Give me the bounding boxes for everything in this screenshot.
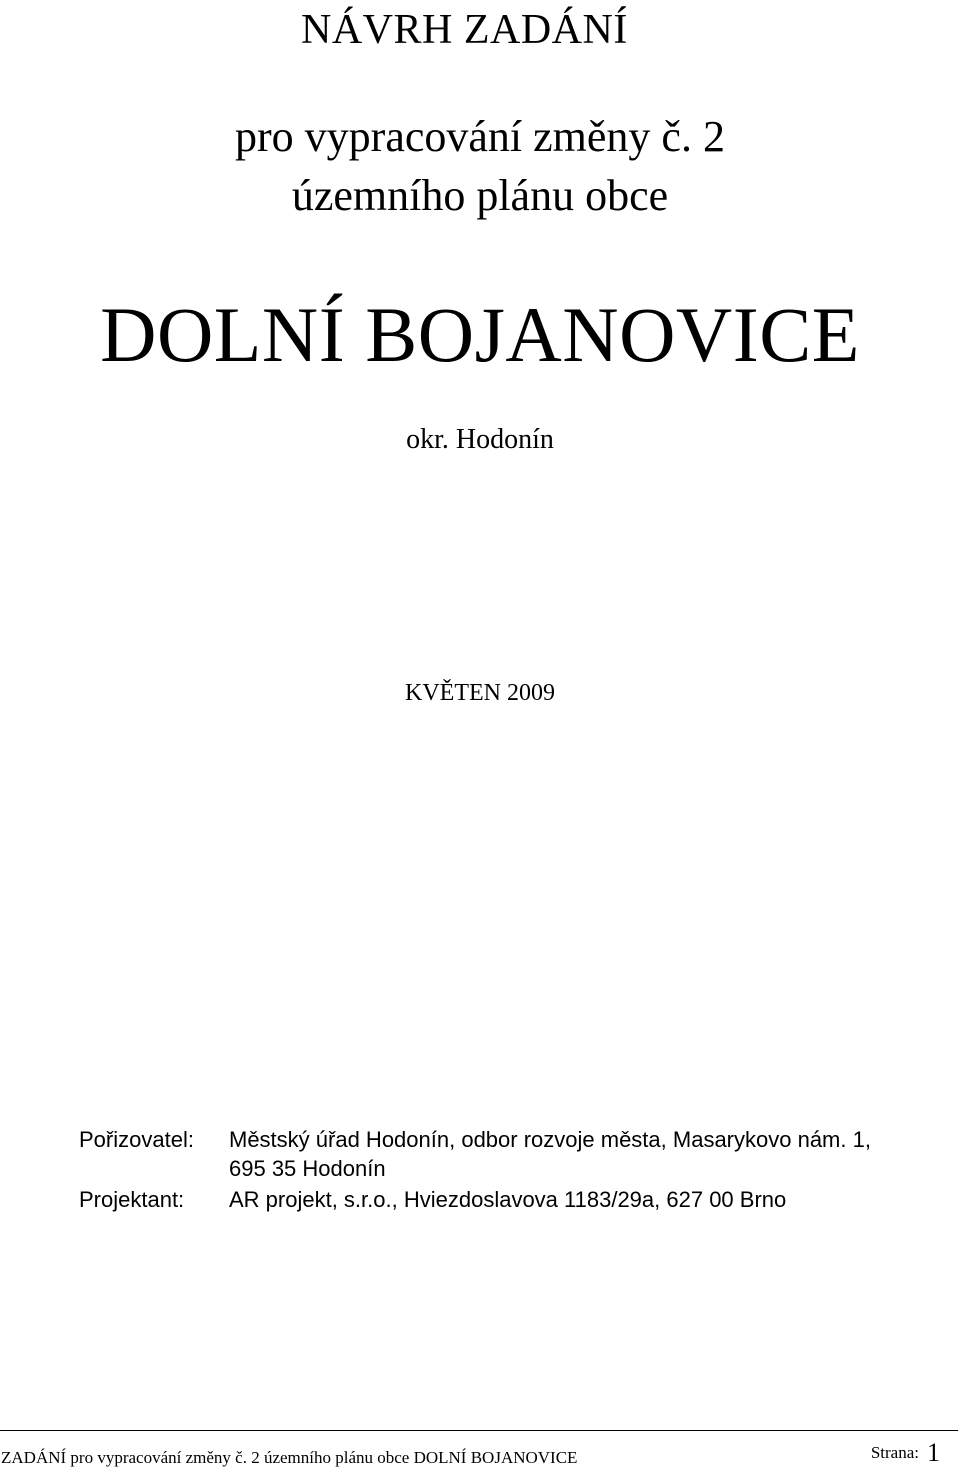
footer-page-label: Strana: — [870, 1443, 919, 1462]
footer-page-number: 1 — [927, 1438, 940, 1467]
subtitle-line-2: územního plánu obce — [291, 171, 669, 220]
footer-page-info — [871, 1438, 940, 1468]
party-value-designer: AR projekt, s.r.o., Hviezdoslavova 1183/29a, 627 00 Brno — [229, 1187, 787, 1212]
party-label-procurer: Pořizovatel: — [79, 1127, 194, 1152]
district-name: okr. Hodonín — [406, 424, 554, 455]
party-label-designer: Projektant: — [79, 1187, 185, 1212]
footer-divider — [0, 1430, 958, 1431]
municipality-name: DOLNÍ BOJANOVICE — [100, 291, 860, 378]
document-date: KVĚTEN 2009 — [405, 680, 555, 706]
party-value-procurer-line-1: Městský úřad Hodonín, odbor rozvoje města, Masarykovo nám. 1, — [229, 1127, 871, 1152]
document-type-heading: NÁVRH ZADÁNÍ — [301, 7, 628, 53]
subtitle-line-1: pro vypracování změny č. 2 — [235, 112, 725, 161]
party-value-procurer-line-2: 695 35 Hodonín — [229, 1156, 386, 1181]
footer-title: ZADÁNÍ pro vypracování změny č. 2 územního plánu obce DOLNÍ BOJANOVICE — [1, 1448, 578, 1467]
